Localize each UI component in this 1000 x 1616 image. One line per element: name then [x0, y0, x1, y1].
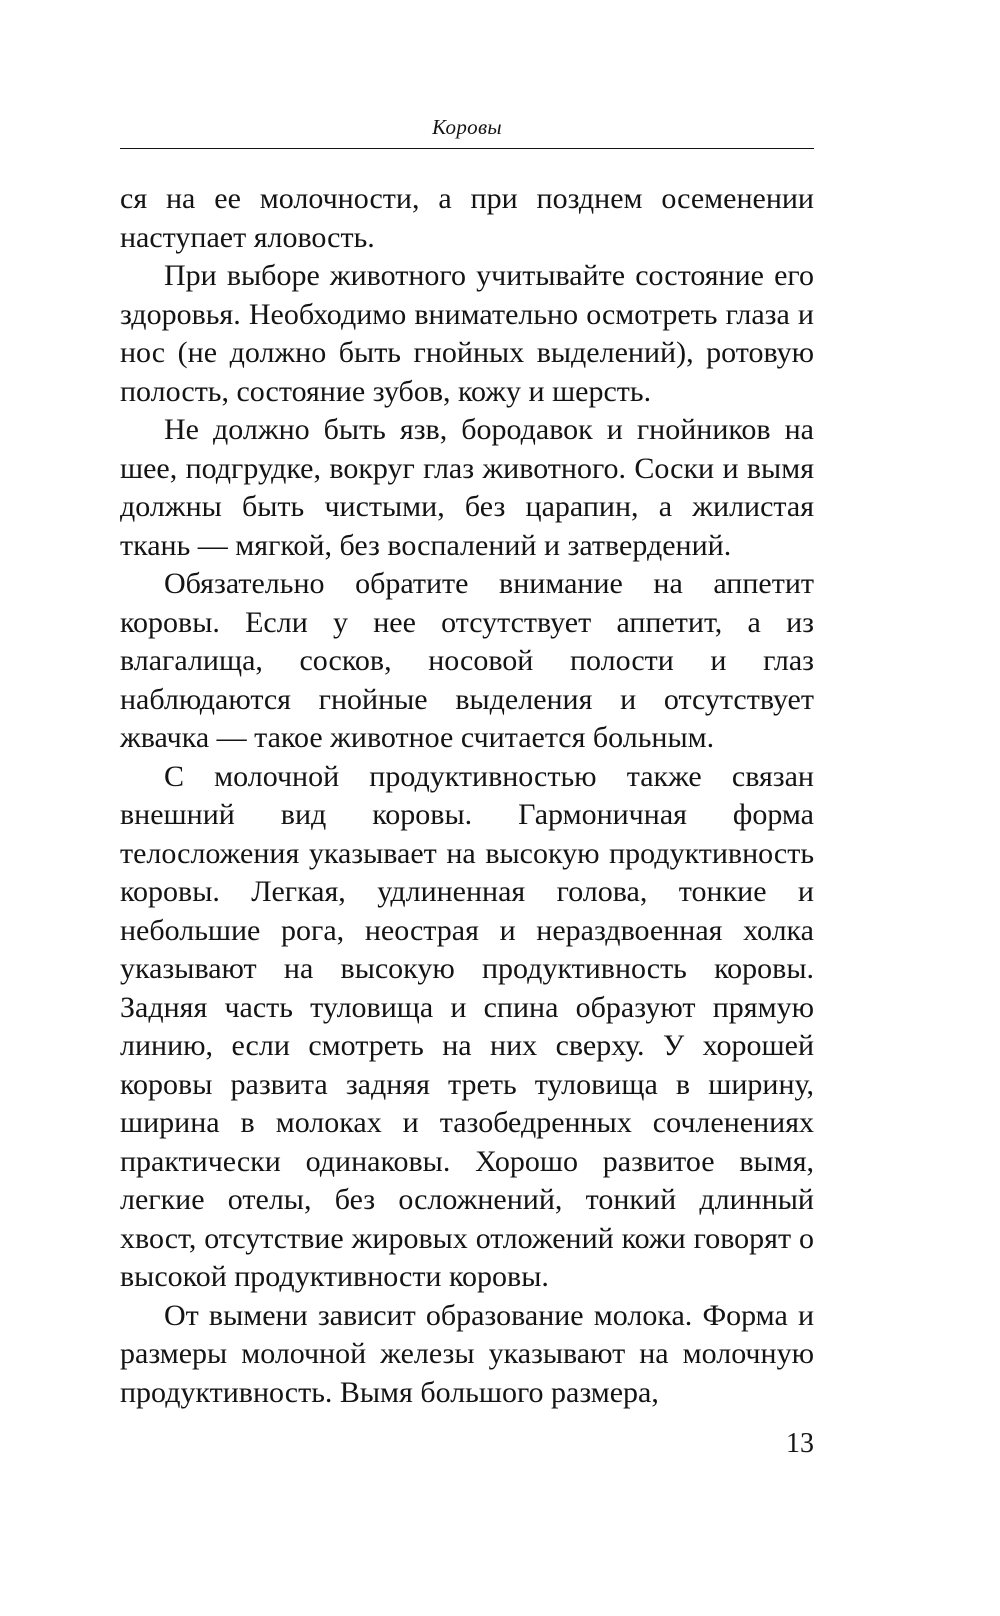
page-number: 13: [786, 1428, 814, 1459]
header-divider: [120, 148, 814, 149]
paragraph-appearance: С молочной продуктивностью также связан внешний вид коровы. Гармоничная форма телосложения указывает на высокую продуктивность коровы. Легкая, удлиненная голова, тонкие и небольшие рога, неострая и нераздвоенная холка указывают на высокую продуктивность коровы. Задняя часть туловища и спина образуют прямую линию, если смотреть на них сверху. У хорошей коровы развита задняя треть туловища в ширину, ширина в молоках и тазобедренных сочленениях практически одинаковы. Хорошо развитое вымя, легкие отелы, без осложнений, тонкий длинный хвост, отсутствие жировых отложений кожи говорят о высокой продуктивности коровы.: [120, 759, 814, 1293]
paragraph-skin-udder: Не должно быть язв, бородавок и гнойников на шее, подгрудке, вокруг глаз животного. Соски и вымя должны быть чистыми, без царапин, а жилистая ткань — мягкой, без воспалений и затвердений.: [120, 413, 814, 562]
running-head-title: Коровы: [432, 115, 502, 139]
paragraph-health-check: При выборе животного учитывайте состояние его здоровья. Необходимо внимательно осмотреть глаза и нос (не должно быть гнойных выделений), ротовую полость, состояние зубов, кожу и шерсть.: [120, 259, 814, 408]
paragraph-continued: ся на ее молочности, а при позднем осеменении наступает яловость.: [120, 182, 814, 254]
paragraph-udder-size: От вымени зависит образование молока. Форма и размеры молочной железы указывают на молочную продуктивность. Вымя большого размера,: [120, 1298, 814, 1409]
page-body: [120, 180, 814, 1412]
paragraph-appetite: Обязательно обратите внимание на аппетит коровы. Если у нее отсутствует аппетит, а из влагалища, сосков, носовой полости и глаз наблюдаются гнойные выделения и отсутствует жвачка — такое животное считается больным.: [120, 567, 814, 754]
